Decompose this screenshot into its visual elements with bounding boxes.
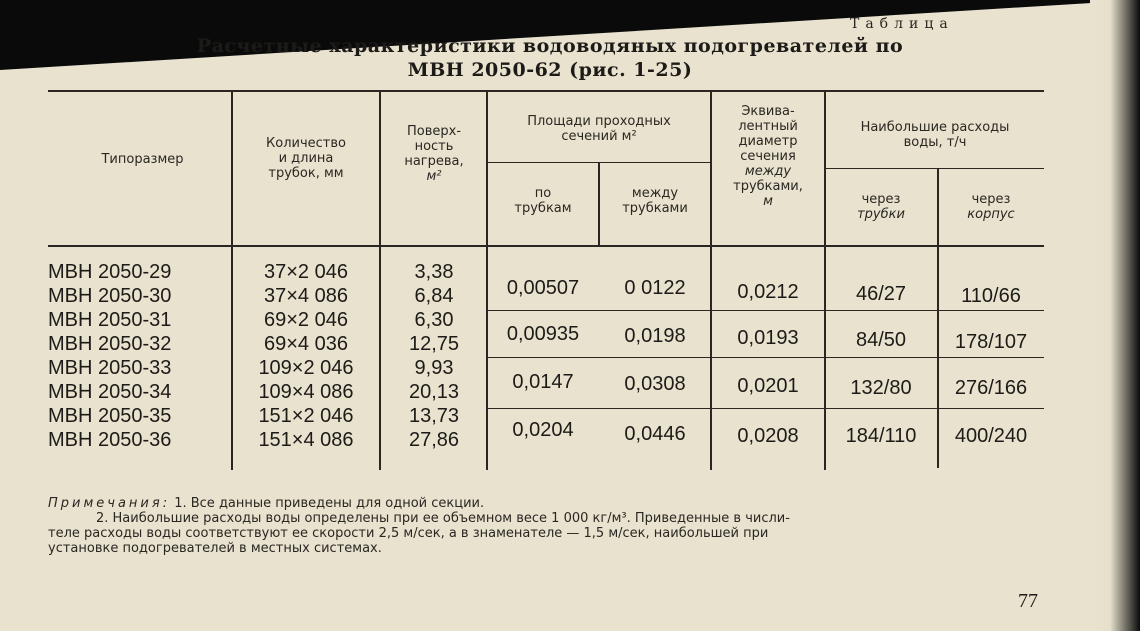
flows-subheader-rule — [826, 168, 1044, 169]
notes-label: Примечания: — [48, 496, 171, 511]
header-line: через — [971, 192, 1011, 207]
row-surface: 20,13 — [408, 381, 460, 403]
group-equiv: 0,0212 — [737, 281, 799, 303]
row-tubes: 151×2 046 — [258, 405, 354, 427]
group-area-between: 0,0198 — [624, 325, 686, 347]
header-line: трубками, — [733, 179, 803, 194]
group-flow-body: 178/107 — [954, 331, 1028, 353]
header-tubes — [236, 136, 376, 181]
note-line-2: 2. Наибольшие расходы воды определены при ее объемном весе 1 000 кг/м³. Приведенные в числи- — [96, 511, 790, 526]
note-line-4: установке подогревателей в местных системах. — [48, 541, 382, 556]
title-line-1: Расчетные характеристики водоводяных подогревателей по — [196, 35, 904, 57]
header-line: лентный — [738, 119, 798, 134]
group-area-tubes: 0,0147 — [512, 371, 574, 393]
table-number-fragment: Таблица — [850, 16, 954, 32]
table-title — [160, 34, 940, 82]
col-divider-3 — [486, 90, 488, 470]
row-type: МВН 2050-33 — [48, 357, 172, 379]
group-equiv: 0,0208 — [737, 425, 799, 447]
header-flows-line: воды, т/ч — [903, 135, 967, 150]
row-surface: 3,38 — [414, 261, 454, 283]
row-type: МВН 2050-31 — [48, 309, 172, 331]
col-divider-6 — [824, 90, 826, 470]
group-flow-tubes: 184/110 — [845, 425, 917, 447]
row-tubes: 69×4 036 — [264, 333, 348, 355]
header-surface-line: м² — [426, 169, 442, 184]
header-line: между — [631, 186, 679, 201]
header-tubes-line: трубок, мм — [268, 166, 344, 181]
header-areas-between — [602, 186, 708, 216]
header-line: трубки — [857, 207, 905, 222]
row-type: МВН 2050-34 — [48, 381, 172, 403]
header-flows — [828, 120, 1042, 150]
header-areas — [490, 114, 708, 144]
group-area-tubes: 0,00935 — [506, 323, 580, 345]
group-rule-2 — [488, 357, 1044, 358]
row-type: МВН 2050-30 — [48, 285, 172, 307]
header-surface — [384, 124, 484, 184]
header-flows-body — [941, 192, 1041, 222]
header-surface-line: ность — [414, 139, 454, 154]
group-area-between: 0 0122 — [624, 277, 686, 299]
row-type: МВН 2050-29 — [48, 261, 172, 283]
col-divider-2 — [379, 90, 381, 470]
header-tubes-line: и длина — [278, 151, 334, 166]
group-rule-1 — [488, 310, 1044, 311]
note-line-1 — [48, 496, 1048, 511]
header-line: трубками — [622, 201, 688, 216]
header-line: трубкам — [514, 201, 572, 216]
note-1-text: 1. Все данные приведены для одной секции. — [170, 496, 485, 511]
col-divider-7 — [937, 168, 939, 468]
group-flow-tubes: 46/27 — [855, 283, 907, 305]
page-number: 77 — [1018, 590, 1038, 612]
header-line: между — [744, 164, 792, 179]
group-area-tubes: 0,00507 — [506, 277, 580, 299]
col-divider-5 — [710, 90, 712, 470]
group-flow-body: 110/66 — [961, 285, 1021, 307]
group-flow-tubes: 132/80 — [850, 377, 912, 399]
header-line: м — [763, 194, 773, 209]
row-tubes: 151×4 086 — [258, 429, 354, 451]
group-equiv: 0,0193 — [737, 327, 799, 349]
row-surface: 13,73 — [408, 405, 460, 427]
group-area-between: 0,0308 — [624, 373, 686, 395]
row-surface: 6,30 — [414, 309, 454, 331]
row-type: МВН 2050-35 — [48, 405, 172, 427]
row-surface: 12,75 — [408, 333, 460, 355]
group-area-tubes: 0,0204 — [512, 419, 574, 441]
row-tubes: 109×4 086 — [258, 381, 354, 403]
table-top-rule — [48, 90, 1044, 92]
header-line: диаметр — [738, 134, 798, 149]
header-tubes-line: Количество — [266, 136, 346, 151]
group-flow-body: 400/240 — [954, 425, 1028, 447]
row-tubes: 37×4 086 — [264, 285, 348, 307]
group-area-between: 0,0446 — [624, 423, 686, 445]
header-areas-tubes — [490, 186, 596, 216]
header-line: Эквива- — [741, 104, 795, 119]
col-divider-4 — [598, 162, 600, 247]
header-surface-line: Поверх- — [406, 124, 462, 139]
header-flows-tubes — [828, 192, 934, 222]
row-surface: 9,93 — [414, 357, 454, 379]
title-line-2: МВН 2050-62 (рис. 1-25) — [407, 59, 693, 81]
group-flow-tubes: 84/50 — [855, 329, 907, 351]
group-rule-3 — [488, 408, 1044, 409]
row-tubes: 37×2 046 — [264, 261, 348, 283]
note-line-3: теле расходы воды соответствуют ее скорости 2,5 м/сек, а в знаменателе — 1,5 м/сек, наибольшей при — [48, 526, 769, 541]
row-tubes: 109×2 046 — [258, 357, 354, 379]
row-type: МВН 2050-36 — [48, 429, 172, 451]
scan-dark-edge — [1090, 0, 1140, 631]
header-flows-line: Наибольшие расходы — [860, 120, 1010, 135]
row-surface: 6,84 — [414, 285, 454, 307]
header-equiv — [714, 104, 822, 209]
header-type: Типоразмер — [101, 152, 184, 167]
group-equiv: 0,0201 — [737, 375, 799, 397]
header-areas-line: Площади проходных — [527, 114, 671, 129]
table-notes — [48, 496, 1048, 556]
row-surface: 27,86 — [408, 429, 460, 451]
col-divider-1 — [231, 90, 233, 470]
header-line: сечения — [740, 149, 796, 164]
group-flow-body: 276/166 — [954, 377, 1028, 399]
header-bottom-rule — [48, 245, 1044, 247]
header-line: по — [534, 186, 552, 201]
header-areas-line: сечений м² — [561, 129, 637, 144]
header-line: через — [861, 192, 901, 207]
header-surface-line: нагрева, — [404, 154, 464, 169]
row-type: МВН 2050-32 — [48, 333, 172, 355]
row-tubes: 69×2 046 — [264, 309, 348, 331]
header-line: корпус — [967, 207, 1015, 222]
